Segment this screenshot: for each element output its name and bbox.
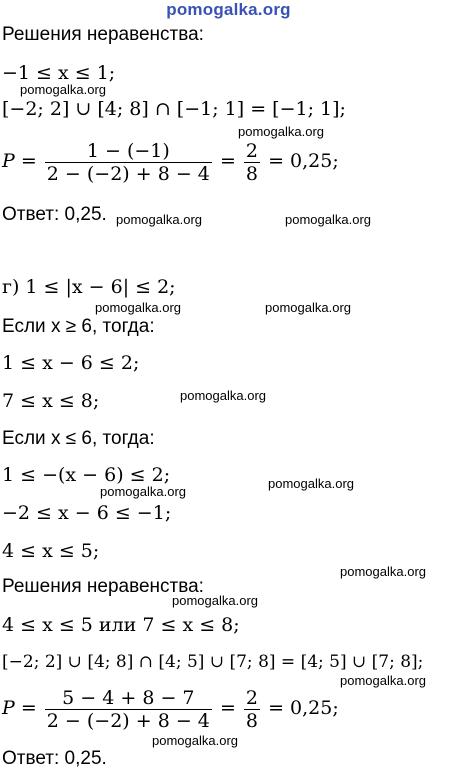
fraction-numerator: 1 − (−1) [86, 139, 170, 162]
answer: Ответ: 0,25. [2, 748, 107, 769]
answer-prev: Ответ: 0,25. [2, 204, 107, 225]
case-2-line-2: −2 ≤ x − 6 ≤ −1; [2, 502, 172, 524]
case-1-line-2: 7 ≤ x ≤ 8; [2, 390, 100, 412]
fraction-denominator: 8 [245, 162, 259, 185]
watermark-text: pomogalka.org [340, 564, 426, 579]
solutions-expression: 4 ≤ x ≤ 5 или 7 ≤ x ≤ 8; [2, 614, 240, 636]
equals-sign: = [219, 697, 236, 719]
fraction-simplified [244, 687, 260, 732]
probability-result: = 0,25; [268, 150, 339, 172]
watermark-text: pomogalka.org [340, 673, 426, 688]
fraction-main [45, 687, 212, 732]
equals-sign: = [219, 150, 236, 172]
case-1-line-1: 1 ≤ x − 6 ≤ 2; [2, 352, 140, 374]
probability-formula-prev [2, 137, 339, 185]
fraction-numerator: 5 − 4 + 8 − 7 [62, 686, 195, 709]
probability-result: = 0,25; [268, 697, 339, 719]
p-lhs: P = [2, 150, 37, 172]
watermark-text: pomogalka.org [116, 212, 202, 227]
case-2-line-1: 1 ≤ −(x − 6) ≤ 2; [2, 464, 171, 486]
fraction-denominator: 2 − (−2) + 8 − 4 [46, 162, 210, 185]
watermark-text: pomogalka.org [285, 212, 371, 227]
p-lhs: P = [2, 697, 37, 719]
fraction-numerator: 2 [245, 686, 259, 709]
watermark-text: pomogalka.org [20, 82, 106, 97]
watermark-text: pomogalka.org [265, 300, 351, 315]
watermark-text: pomogalka.org [268, 476, 354, 491]
watermark-header: pomogalka.org [166, 0, 291, 19]
case-1-label: Если x ≥ 6, тогда: [2, 316, 155, 337]
watermark-text: pomogalka.org [95, 300, 181, 315]
fraction-numerator: 2 [245, 139, 259, 162]
fraction-simplified [244, 140, 260, 185]
watermark-text: pomogalka.org [238, 124, 324, 139]
watermark-text: pomogalka.org [172, 593, 258, 608]
solutions-label: Решения неравенства: [2, 576, 204, 597]
fraction-main [45, 140, 212, 185]
watermark-text: pomogalka.org [180, 388, 266, 403]
case-2-label: Если x ≤ 6, тогда: [2, 428, 155, 449]
part-g-header: г) 1 ≤ |x − 6| ≤ 2; [2, 276, 176, 298]
inequality-prev: −1 ≤ x ≤ 1; [2, 62, 116, 84]
solutions-label-prev: Решения неравенства: [2, 24, 204, 45]
sets-expression: [−2; 2] ∪ [4; 8] ∩ [4; 5] ∪ [7; 8] = [4; 5] ∪ [7; 8]; [2, 652, 424, 672]
watermark-text: pomogalka.org [152, 733, 238, 748]
watermark-text: pomogalka.org [100, 484, 186, 499]
fraction-denominator: 8 [245, 709, 259, 732]
probability-formula [2, 684, 339, 732]
fraction-denominator: 2 − (−2) + 8 − 4 [46, 709, 210, 732]
sets-expression-prev: [−2; 2] ∪ [4; 8] ∩ [−1; 1] = [−1; 1]; [2, 98, 346, 120]
case-2-line-3: 4 ≤ x ≤ 5; [2, 540, 100, 562]
